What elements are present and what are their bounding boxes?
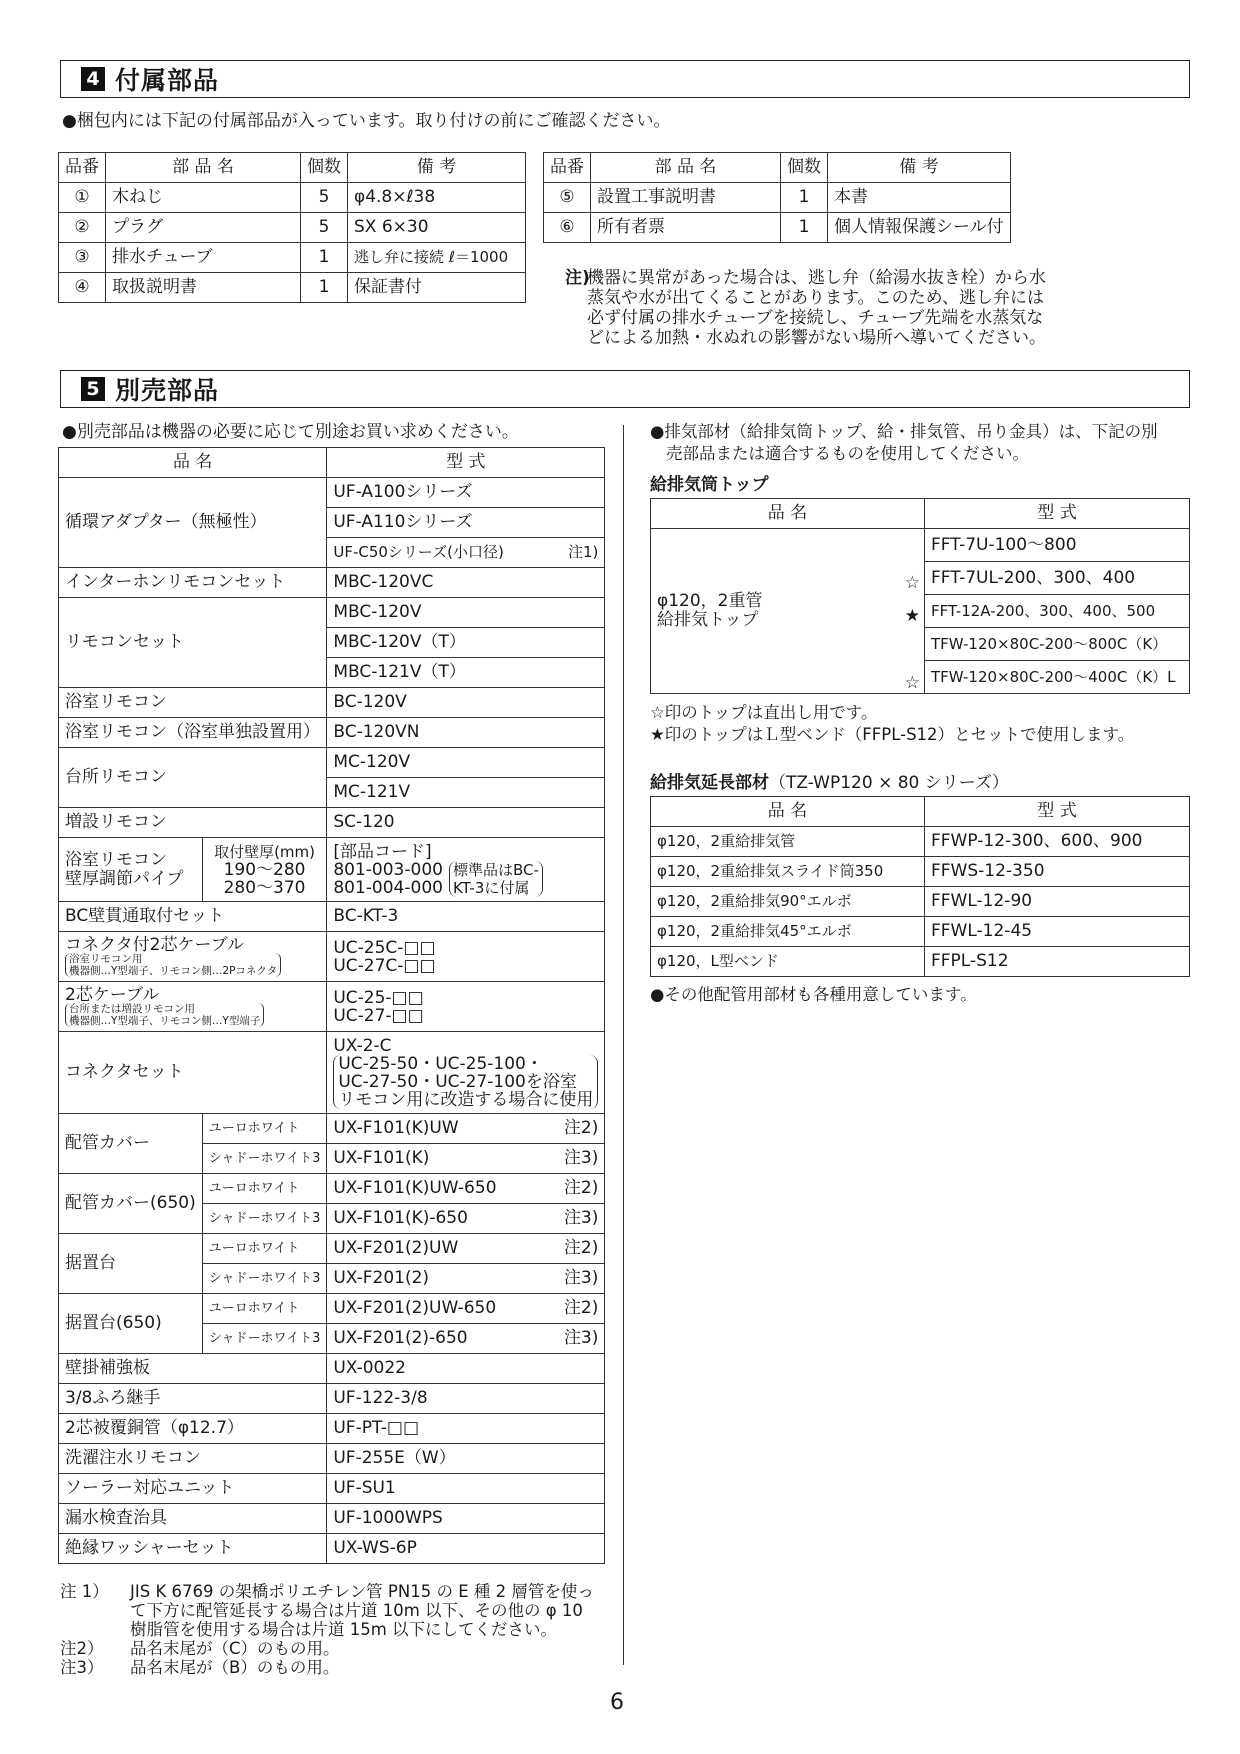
exhaust-top-table: [650, 498, 1190, 694]
table-row: [544, 213, 1011, 243]
part-model: [327, 1324, 605, 1354]
table-row: [59, 1444, 605, 1474]
part-name: BC壁貫通取付セット: [59, 902, 327, 932]
model-text: UX-F101(K)UW: [333, 1118, 459, 1138]
part-name: リモコンセット: [59, 598, 327, 688]
part-model: UF-PT-□□: [327, 1414, 605, 1444]
section4-number: 4: [81, 67, 105, 91]
part-name: 配管カバー(650): [59, 1174, 203, 1234]
header-name: 品 名: [651, 797, 925, 827]
part-model: FFT-7UL-200、300、400: [925, 562, 1190, 595]
color-variant: シャドーホワイト3: [202, 1144, 327, 1174]
part-model: FFWS-12-350: [925, 857, 1190, 887]
part-model: [327, 1294, 605, 1324]
note-ref: 注2): [563, 1238, 599, 1258]
model-line: UC-27-50・UC-27-100を浴室: [338, 1071, 577, 1092]
section5-title: 別売部品: [115, 376, 220, 405]
part-model: UF-A100シリーズ: [327, 478, 605, 508]
table-row: [59, 932, 605, 982]
item-name: 所有者票: [591, 213, 781, 243]
ext-note: ●その他配管用部材も各種用意しています。: [650, 985, 977, 1004]
exhaust-extension-table: [650, 796, 1190, 977]
part-model: [327, 982, 605, 1032]
table-row: [651, 887, 1190, 917]
part-model: UF-255E（W）: [327, 1444, 605, 1474]
part-name: φ120，2重給排気スライド筒350: [651, 857, 925, 887]
header-model: 型 式: [327, 448, 605, 478]
section4-note: [565, 268, 1125, 348]
header-qty: 個数: [301, 153, 348, 183]
part-name-line: コネクタ付2芯ケーブル: [65, 934, 244, 955]
color-variant: シャドーホワイト3: [202, 1264, 327, 1294]
ext-title-suffix: （TZ-WP120 × 80 シリーズ）: [769, 773, 1009, 793]
table-row: [59, 982, 605, 1032]
item-remarks: φ4.8×ℓ38: [348, 183, 526, 213]
part-name: 洗濯注水リモコン: [59, 1444, 327, 1474]
table-row: [59, 808, 605, 838]
item-remarks: 個人情報保護シール付: [828, 213, 1011, 243]
part-name: [59, 932, 327, 982]
header-name: 部 品 名: [106, 153, 301, 183]
note-ref: 注3): [563, 1268, 599, 1288]
header-name: 部 品 名: [591, 153, 781, 183]
part-model: [327, 1114, 605, 1144]
part-model: BC-120VN: [327, 718, 605, 748]
table-header-row: [544, 153, 1011, 183]
part-model: MBC-121V（T）: [327, 658, 605, 688]
top-note: ★印のトップはＬ型ベンド（FFPL-S12）とセットで使用します。: [650, 725, 1135, 744]
mark: ★: [904, 606, 920, 626]
note-ref: 注2): [563, 1298, 599, 1318]
item-remarks: 本書: [828, 183, 1011, 213]
part-name: 浴室リモコン（浴室単独設置用）: [59, 718, 327, 748]
model-text: UX-F101(K)-650: [333, 1208, 468, 1228]
part-model: FFWL-12-90: [925, 887, 1190, 917]
table-row: [59, 718, 605, 748]
header-remarks: 備 考: [348, 153, 526, 183]
item-name: 取扱説明書: [106, 273, 301, 303]
note-label: 注 1）: [60, 1582, 109, 1601]
note-ref: 注3): [563, 1208, 599, 1228]
note-item: [60, 1639, 600, 1658]
part-name-line: 浴室リモコン: [65, 849, 167, 870]
page-number: 6: [610, 1690, 624, 1715]
table-row: [59, 1114, 605, 1144]
item-remarks: 保証書付: [348, 273, 526, 303]
note-ref: 注2): [563, 1118, 599, 1138]
note-item: [60, 1658, 600, 1677]
part-sub: 台所または増設リモコン用: [69, 1002, 195, 1015]
item-qty: 1: [781, 183, 828, 213]
part-name: φ120，2重給排気90°エルボ: [651, 887, 925, 917]
part-model: MC-121V: [327, 778, 605, 808]
right-intro-line: 売部品または適合するものを使用してください。: [666, 444, 1029, 463]
item-no: ⑤: [544, 183, 591, 213]
part-name: 2芯被覆銅管（φ12.7）: [59, 1414, 327, 1444]
color-variant: ユーロホワイト: [202, 1294, 327, 1324]
item-qty: 5: [301, 183, 348, 213]
part-model: UF-1000WPS: [327, 1504, 605, 1534]
section5-intro: ●別売部品は機器の必要に応じて別途お買い求めください。: [62, 422, 519, 442]
part-model: [327, 1264, 605, 1294]
note-line: 機器に異常があった場合は、逃し弁（給湯水抜き栓）から水: [587, 268, 1046, 288]
item-remarks: SX 6×30: [348, 213, 526, 243]
note-text: JIS K 6769 の架橋ポリエチレン管 PN15 の E 種 2 層管を使って下方に配管延長する場合は片道 10m 以下、その他の φ 10 樹脂管を使用する場合は片道 15m 以下にしてください。: [130, 1582, 594, 1639]
mark: [905, 533, 920, 567]
note-label: 注3）: [60, 1658, 104, 1677]
part-name: インターホンリモコンセット: [59, 568, 327, 598]
table-row: [59, 243, 526, 273]
table-row: [651, 827, 1190, 857]
part-name: 台所リモコン: [59, 748, 327, 808]
note-line: どによる加熱・水ぬれの影響がない場所へ導いてください。: [587, 328, 1046, 348]
table-row: [59, 1032, 605, 1114]
table-row: [59, 1504, 605, 1534]
code-note: 標準品はBC-: [452, 860, 539, 879]
code-note: KT-3に付属: [452, 878, 530, 897]
optional-parts-table: [58, 447, 605, 1564]
part-model: MBC-120V: [327, 598, 605, 628]
table-row: [59, 1294, 605, 1324]
table-row: [59, 183, 526, 213]
part-model: FFT-12A-200、300、400、500: [925, 595, 1190, 628]
sub-head: 取付壁厚(mm): [214, 842, 315, 861]
note-label: 注): [565, 268, 590, 288]
mark: ☆: [904, 572, 920, 593]
part-name: 絶縁ワッシャーセット: [59, 1534, 327, 1564]
header-remarks: 備 考: [828, 153, 1011, 183]
part-model: FFPL-S12: [925, 947, 1190, 977]
part-name: [59, 982, 327, 1032]
part-name: 配管カバー: [59, 1114, 203, 1174]
part-model: [327, 1174, 605, 1204]
note-line: 必ず付属の排水チューブを接続し、チューブ先端を水蒸気な: [587, 308, 1044, 328]
model-line: UC-25-□□: [333, 987, 424, 1008]
note-line: 蒸気や水が出てくることがあります。このため、逃し弁には: [587, 288, 1044, 308]
part-model: [327, 1144, 605, 1174]
section4-title: 付属部品: [115, 66, 220, 95]
item-name: 設置工事説明書: [591, 183, 781, 213]
note-item: [60, 1582, 600, 1639]
part-model: [327, 932, 605, 982]
part-model: MBC-120V（T）: [327, 628, 605, 658]
right-intro-line: ●排気部材（給排気筒トップ、給・排気管、吊り金具）は、下記の別: [650, 422, 1158, 441]
part-sub: 浴室リモコン用: [69, 952, 143, 965]
ext-table-title: [650, 772, 1009, 794]
section4-header: [60, 60, 1190, 98]
model-text: UX-F201(2)UW: [333, 1238, 459, 1258]
item-name: 木ねじ: [106, 183, 301, 213]
table-header-row: [59, 448, 605, 478]
part-model: [327, 1032, 605, 1114]
wall-thickness: [202, 838, 327, 902]
part-name: 浴室リモコン: [59, 688, 327, 718]
model-line: リモコン用に改造する場合に使用: [338, 1089, 594, 1110]
part-name: [59, 838, 203, 902]
item-no: ①: [59, 183, 106, 213]
part-name: 据置台(650): [59, 1294, 203, 1354]
table-row: [59, 1534, 605, 1564]
column-divider: [623, 425, 624, 1665]
part-name: 据置台: [59, 1234, 203, 1294]
item-no: ⑥: [544, 213, 591, 243]
color-variant: シャドーホワイト3: [202, 1324, 327, 1354]
table-row: [59, 273, 526, 303]
code-head: [部品コード]: [333, 841, 432, 862]
part-model: UX-WS-6P: [327, 1534, 605, 1564]
table-row: [59, 1354, 605, 1384]
table-row: [59, 748, 605, 778]
part-name-line: 壁厚調節パイプ: [65, 868, 184, 889]
part-model: FFWP-12-300、600、900: [925, 827, 1190, 857]
item-qty: 1: [301, 243, 348, 273]
part-model: UF-A110シリーズ: [327, 508, 605, 538]
part-model: TFW-120×80C-200〜800C（K）: [925, 628, 1190, 661]
table-row: [651, 917, 1190, 947]
table-header-row: [651, 499, 1190, 529]
part-model: BC-KT-3: [327, 902, 605, 932]
part-model: UF-122-3/8: [327, 1384, 605, 1414]
table-row: [651, 529, 1190, 562]
part-sub: 機器側…Y型端子、リモコン側…2Pコネクタ: [69, 964, 278, 977]
table-row: [59, 213, 526, 243]
sub-value: 190〜280: [223, 859, 306, 880]
item-qty: 1: [301, 273, 348, 303]
part-model: FFWL-12-45: [925, 917, 1190, 947]
item-qty: 1: [781, 213, 828, 243]
part-model: SC-120: [327, 808, 605, 838]
note-ref: 注2): [563, 1178, 599, 1198]
table-row: [59, 568, 605, 598]
model-text: UX-F201(2): [333, 1268, 430, 1288]
part-model: [327, 538, 605, 568]
note-text: 品名末尾が（B）のもの用。: [130, 1658, 340, 1677]
note-ref: 注3): [563, 1148, 599, 1168]
part-model: MBC-120VC: [327, 568, 605, 598]
table-row: [651, 947, 1190, 977]
header-qty: 個数: [781, 153, 828, 183]
part-model: FFT-7U-100〜800: [925, 529, 1190, 562]
model-line: UC-25-50・UC-25-100・: [338, 1053, 543, 1074]
model-text: UX-F101(K): [333, 1148, 430, 1168]
color-variant: ユーロホワイト: [202, 1234, 327, 1264]
item-qty: 5: [301, 213, 348, 243]
header-model: 型 式: [925, 797, 1190, 827]
table-row: [59, 478, 605, 508]
part-sub: 機器側…Y型端子、リモコン側…Y型端子: [69, 1014, 261, 1027]
part-name: φ120，2重給排気管: [651, 827, 925, 857]
model-line: UC-27-□□: [333, 1005, 424, 1026]
item-remarks: 逃し弁に接続 ℓ＝1000: [348, 243, 526, 273]
model-text: UX-F101(K)UW-650: [333, 1178, 497, 1198]
table-header-row: [651, 797, 1190, 827]
part-model: [327, 1204, 605, 1234]
header-model: 型 式: [925, 499, 1190, 529]
model-text: UX-F201(2)-650: [333, 1328, 468, 1348]
table-row: [59, 1384, 605, 1414]
color-variant: シャドーホワイト3: [202, 1204, 327, 1234]
item-no: ③: [59, 243, 106, 273]
part-model: MC-120V: [327, 748, 605, 778]
table-row: [59, 688, 605, 718]
part-name: 3/8ふろ継手: [59, 1384, 327, 1414]
note-ref: 注1): [567, 543, 599, 561]
table-row: [59, 1414, 605, 1444]
code-value: 801-004-000: [333, 877, 443, 898]
item-name: 排水チューブ: [106, 243, 301, 273]
header-name: 品 名: [59, 448, 327, 478]
top-table-title: 給排気筒トップ: [650, 475, 769, 495]
part-model: [327, 838, 605, 902]
part-name-line: 2芯ケーブル: [65, 984, 160, 1005]
accessory-table-right: [543, 152, 1011, 243]
header-no: 品番: [544, 153, 591, 183]
part-model: [327, 1234, 605, 1264]
table-header-row: [59, 153, 526, 183]
mark: ☆: [904, 673, 920, 693]
model-line: UX-2-C: [333, 1035, 392, 1056]
part-name: 壁掛補強板: [59, 1354, 327, 1384]
part-name: φ120，L型ベンド: [651, 947, 925, 977]
part-model: UX-0022: [327, 1354, 605, 1384]
model-line: UC-27C-□□: [333, 955, 436, 976]
model-line: UC-25C-□□: [333, 937, 436, 958]
part-name: [651, 529, 925, 694]
color-variant: ユーロホワイト: [202, 1174, 327, 1204]
part-name: 増設リモコン: [59, 808, 327, 838]
color-variant: ユーロホワイト: [202, 1114, 327, 1144]
note-text: 品名末尾が（C）のもの用。: [130, 1639, 340, 1658]
note-ref: 注3): [563, 1328, 599, 1348]
item-no: ④: [59, 273, 106, 303]
section5-header: [60, 370, 1190, 408]
part-name: 漏水検査治具: [59, 1504, 327, 1534]
part-name: コネクタセット: [59, 1032, 327, 1114]
header-name: 品 名: [651, 499, 925, 529]
code-value: 801-003-000: [333, 859, 443, 880]
section5-number: 5: [81, 377, 105, 401]
part-name: φ120，2重給排気45°エルボ: [651, 917, 925, 947]
ext-title: 給排気延長部材: [650, 773, 769, 793]
table-row: [59, 1474, 605, 1504]
part-name: ソーラー対応ユニット: [59, 1474, 327, 1504]
sub-value: 280〜370: [223, 877, 306, 898]
top-note: ☆印のトップは直出し用です。: [650, 703, 878, 722]
part-model: UF-SU1: [327, 1474, 605, 1504]
mark: [905, 634, 920, 668]
item-no: ②: [59, 213, 106, 243]
header-no: 品番: [59, 153, 106, 183]
table-row: [59, 1174, 605, 1204]
model-text: UX-F201(2)UW-650: [333, 1298, 497, 1318]
table-row: [651, 857, 1190, 887]
part-name-line: φ120，2重管: [657, 591, 763, 611]
section4-intro: ●梱包内には下記の付属部品が入っています。取り付けの前にご確認ください。: [62, 111, 671, 131]
table-row: [59, 1234, 605, 1264]
part-name-line: 給排気トップ: [657, 610, 759, 630]
model-text: UF-C50シリーズ(小口径): [333, 543, 504, 561]
note-label: 注2）: [60, 1639, 104, 1658]
table-row: [59, 838, 605, 902]
item-name: プラグ: [106, 213, 301, 243]
part-model: TFW-120×80C-200〜400C（K）L: [925, 661, 1190, 694]
part-name: 循環アダプター（無極性）: [59, 478, 327, 568]
part-model: BC-120V: [327, 688, 605, 718]
table-row: [59, 598, 605, 628]
table-row: [544, 183, 1011, 213]
table-row: [59, 902, 605, 932]
accessory-table-left: [58, 152, 526, 303]
section5-notes: [60, 1582, 600, 1677]
